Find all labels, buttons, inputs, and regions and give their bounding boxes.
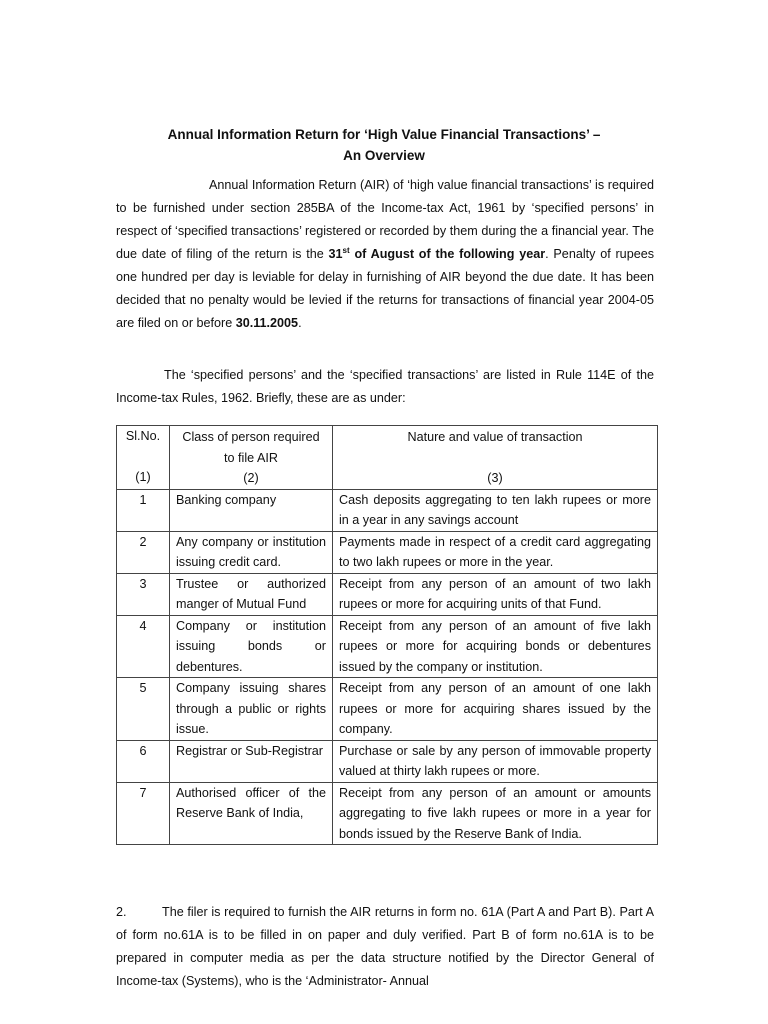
due-date-day: 31 [328, 247, 343, 261]
class-cell: Any company or institution issuing credit card. [170, 531, 333, 573]
paragraph-intro [116, 174, 654, 335]
class-cell: Authorised officer of the Reserve Bank of India, [170, 782, 333, 845]
class-cell: Trustee or authorized manger of Mutual Fund [170, 573, 333, 615]
nature-cell: Cash deposits aggregating to ten lakh rupees or more in a year in any savings account [333, 489, 658, 531]
title-line-2: An Overview [343, 148, 425, 163]
sl-cell: 2 [117, 531, 170, 573]
class-cell: Company or institution issuing bonds or debentures. [170, 615, 333, 678]
class-cell: Registrar or Sub-Registrar [170, 740, 333, 782]
paragraph-specified [116, 364, 654, 410]
sl-cell: 6 [117, 740, 170, 782]
nature-cell: Purchase or sale by any person of immovable property valued at thirty lakh rupees or more. [333, 740, 658, 782]
class-cell: Banking company [170, 489, 333, 531]
intro-text-1: Annual Information Return (AIR) of ‘high value financial transactions’ is required to be furnished under section 285BA of the Income-tax Act, 1961 by ‘specified persons’ in respect of ‘specified transactions’ registered or recorded by them during the a financial year. The due date of filing of the return is the [116, 178, 654, 261]
table-row [117, 782, 658, 845]
nature-cell: Payments made in respect of a credit card aggregating to two lakh rupees or more in the year. [333, 531, 658, 573]
table-row [117, 615, 658, 678]
intro-text-2: . Penalty of rupees one hundred per day is leviable for delay in furnishing of AIR beyond the due date. It has been decided that no penalty would be levied if the returns for transactions of financial year 2004-05 are filed on or before [116, 247, 654, 330]
due-date-suffix: st [342, 245, 350, 255]
sl-cell: 3 [117, 573, 170, 615]
due-date-month: of August of the following year [349, 247, 546, 261]
nature-cell: Receipt from any person of an amount or amounts aggregating to five lakh rupees or more in a year for bonds issued by the Reserve Bank of India. [333, 782, 658, 845]
table-row [117, 489, 658, 531]
nature-cell: Receipt from any person of an amount of one lakh rupees or more for acquiring shares issued by the company. [333, 678, 658, 741]
header-nature-value: Nature and value of transaction (3) [333, 426, 658, 490]
specified-transactions-table [116, 425, 658, 845]
table-row [117, 573, 658, 615]
title-line-1: Annual Information Return for ‘High Value Financial Transactions’ – [167, 127, 601, 142]
class-cell: Company issuing shares through a public or rights issue. [170, 678, 333, 741]
paragraph-filing [116, 901, 654, 993]
nature-cell: Receipt from any person of an amount of five lakh rupees or more for acquiring bonds or debentures issued by the company or institution. [333, 615, 658, 678]
sl-cell: 1 [117, 489, 170, 531]
sl-cell: 4 [117, 615, 170, 678]
table-row [117, 531, 658, 573]
specified-text: The ‘specified persons’ and the ‘specified transactions’ are listed in Rule 114E of the Income-tax Rules, 1962. Briefly, these are as under: [116, 368, 654, 405]
sl-cell: 7 [117, 782, 170, 845]
page-title [116, 124, 652, 166]
paragraph-number: 2. [116, 905, 127, 919]
extended-date: 30.11.2005 [235, 316, 299, 330]
header-sl-no: Sl.No. (1) [117, 426, 170, 490]
table-row [117, 678, 658, 741]
intro-text-3: . [298, 316, 302, 330]
filing-text: The filer is required to furnish the AIR returns in form no. 61A (Part A and Part B). Part A of form no.61A is to be filled in on paper and duly verified. Part B of form no.61A is to be prepared in computer media as per the data structure notified by the Director General of Income-tax (Systems), who is the ‘Administrator- Annual [116, 905, 654, 988]
header-class-of-person: Class of person required to file AIR (2) [170, 426, 333, 490]
table-header-row [117, 426, 658, 490]
sl-cell: 5 [117, 678, 170, 741]
table-row [117, 740, 658, 782]
nature-cell: Receipt from any person of an amount of two lakh rupees or more for acquiring units of that Fund. [333, 573, 658, 615]
